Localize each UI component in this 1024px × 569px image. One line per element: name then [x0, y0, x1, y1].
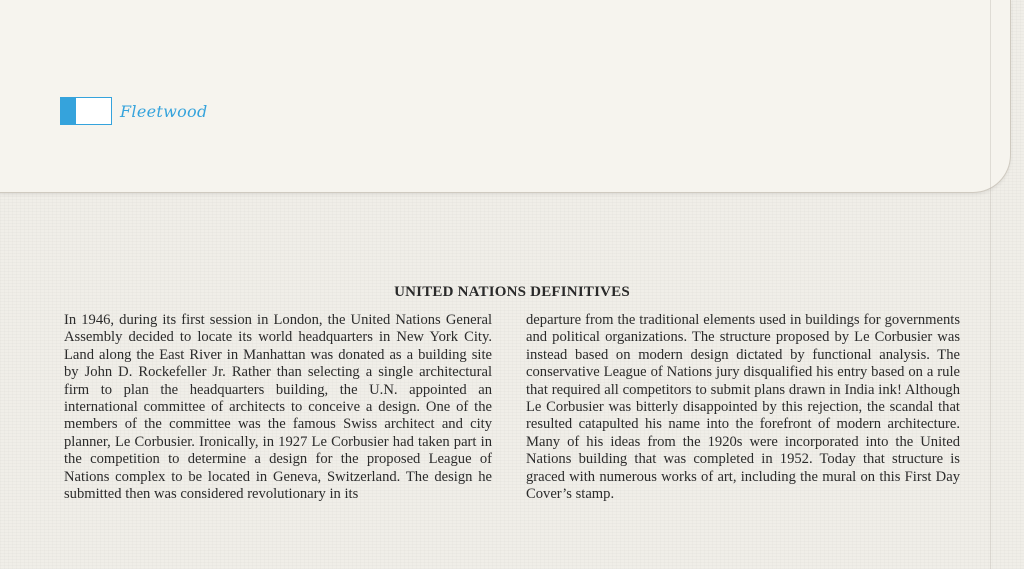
brand-name: Fleetwood — [120, 101, 208, 121]
article-column-left: In 1946, during its first session in London, the United Nations General Assembly decided to locate its world headquarters in New York City. Land along the East River in Manhattan was donated as a building site by John D. Rockefeller Jr. Rather than selecting a single architectural firm to plan the headquarters building, the U.N. appointed an international committee of architects to conceive a design. One of the members of the committee was the famous Swiss architect and city planner, Le Corbusier. Ironically, in 1927 Le Corbusier had taken part in the competition to determine a design for the proposed League of Nations complex to be located in Geneva, Switzerland. The design he submitted then was considered revolutionary in its — [64, 312, 492, 503]
article-column-right: departure from the traditional elements used in buildings for governments and political organizations. The structure proposed by Le Corbusier was instead based on modern design dictated by functional analysis. The conservative League of Nations jury disqualified his entry based on a rule that required all competitors to submit plans drawn in India ink! Although Le Corbusier was bitterly disappointed by this rejection, the scandal that resulted catapulted his name into the forefront of modern architecture. Many of his ideas from the 1920s were incorporated into the United Nations building that was completed in 1952. Today that structure is graced with numerous works of art, including the mural on this First Day Cover’s stamp. — [526, 312, 960, 503]
fleetwood-logo — [60, 96, 208, 126]
fleetwood-logo-box-icon — [60, 97, 112, 125]
article-title: UNITED NATIONS DEFINITIVES — [394, 284, 630, 300]
